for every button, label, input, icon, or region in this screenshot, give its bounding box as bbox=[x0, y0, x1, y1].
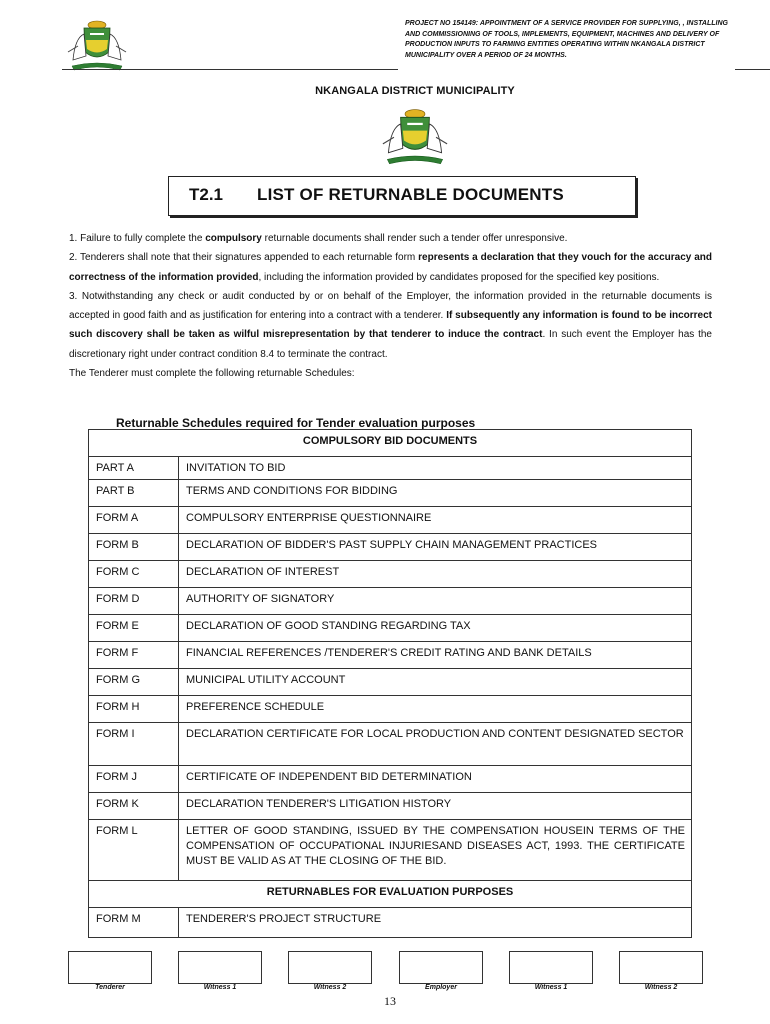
doc-code: FORM K bbox=[89, 793, 179, 820]
table-row bbox=[89, 457, 692, 480]
municipal-crest-icon bbox=[376, 104, 454, 166]
municipality-name: NKANGALA DISTRICT MUNICIPALITY bbox=[315, 85, 515, 97]
project-title: PROJECT NO 154149: APPOINTMENT OF A SERVICE PROVIDER FOR SUPPLYING, , INSTALLING AND COMMISSIONING OF TOOLS, IMPLEMENTS, EQUIPMENT, MACHINES AND DELIVERY OF PRODUCTION INPUTS TO FARMING ENTITIES OPERATING WITHIN NKANGALA DISTRICT MUNICIPALITY OVER A PERIOD OF 24 MONTHS. bbox=[405, 20, 728, 59]
table-row bbox=[89, 534, 692, 561]
header-rule bbox=[62, 69, 398, 70]
section-compulsory: COMPULSORY BID DOCUMENTS bbox=[89, 430, 692, 457]
table-row bbox=[89, 561, 692, 588]
doc-code: FORM A bbox=[89, 507, 179, 534]
signature-label: Witness 1 bbox=[203, 984, 237, 991]
signature-box-tenderer[interactable] bbox=[68, 951, 152, 984]
doc-code: PART B bbox=[89, 480, 179, 507]
doc-description: DECLARATION OF GOOD STANDING REGARDING TAX bbox=[179, 615, 692, 642]
doc-description: PREFERENCE SCHEDULE bbox=[179, 696, 692, 723]
signature-box-witness-2b[interactable] bbox=[619, 951, 703, 984]
doc-description: DECLARATION OF BIDDER'S PAST SUPPLY CHAIN MANAGEMENT PRACTICES bbox=[179, 534, 692, 561]
signature-box-employer[interactable] bbox=[399, 951, 483, 984]
header-rule-right bbox=[735, 69, 770, 70]
table-row bbox=[89, 696, 692, 723]
table-row bbox=[89, 793, 692, 820]
instructions bbox=[69, 229, 712, 383]
doc-code: FORM M bbox=[89, 908, 179, 938]
table-row bbox=[89, 588, 692, 615]
table-row bbox=[89, 480, 692, 507]
section-title-box bbox=[168, 176, 636, 216]
instruction-3: 3. Notwithstanding any check or audit conducted by or on behalf of the Employer, the information provided in the returnable documents is accepted in good faith and as justification for entering into a contract with a tenderer. If subsequently any information is found to be incorrect such discovery shall be taken as wilful misrepresentation by that tenderer to induce the contract. In such event the Employer has the discretionary right under contract condition 8.4 to terminate the contract. bbox=[69, 290, 712, 360]
signature-box-witness-1[interactable] bbox=[178, 951, 262, 984]
doc-code: FORM F bbox=[89, 642, 179, 669]
doc-description: MUNICIPAL UTILITY ACCOUNT bbox=[179, 669, 692, 696]
table-heading: Returnable Schedules required for Tender evaluation purposes bbox=[116, 416, 476, 430]
table-row bbox=[89, 507, 692, 534]
signature-box-witness-1b[interactable] bbox=[509, 951, 593, 984]
signature-label: Employer bbox=[425, 984, 457, 991]
table-row bbox=[89, 766, 692, 793]
doc-description: COMPULSORY ENTERPRISE QUESTIONNAIRE bbox=[179, 507, 692, 534]
doc-code: FORM J bbox=[89, 766, 179, 793]
municipal-crest-icon bbox=[62, 16, 132, 72]
doc-code: FORM C bbox=[89, 561, 179, 588]
section-evaluation: RETURNABLES FOR EVALUATION PURPOSES bbox=[89, 881, 692, 908]
table-section-row bbox=[89, 881, 692, 908]
page-number: 13 bbox=[384, 994, 396, 1008]
section-title: LIST OF RETURNABLE DOCUMENTS bbox=[257, 185, 564, 204]
doc-code: FORM I bbox=[89, 723, 179, 766]
signature-box-witness-2[interactable] bbox=[288, 951, 372, 984]
doc-description: INVITATION TO BID bbox=[179, 457, 692, 480]
instruction-2: 2. Tenderers shall note that their signatures appended to each returnable form represents a declaration that they vouch for the accuracy and correctness of the information provided, including the information provided by candidates proposed for the specified key positions. bbox=[69, 252, 713, 283]
doc-description: TERMS AND CONDITIONS FOR BIDDING bbox=[179, 480, 692, 507]
instruction-4: The Tenderer must complete the following returnable Schedules: bbox=[69, 368, 355, 380]
doc-code: PART A bbox=[89, 457, 179, 480]
doc-description: FINANCIAL REFERENCES /TENDERER'S CREDIT RATING AND BANK DETAILS bbox=[179, 642, 692, 669]
instruction-1: 1. Failure to fully complete the compulsory returnable documents shall render such a tender offer unresponsive. bbox=[69, 233, 568, 244]
doc-description: TENDERER'S PROJECT STRUCTURE bbox=[179, 908, 692, 938]
table-row bbox=[89, 669, 692, 696]
table-row bbox=[89, 642, 692, 669]
doc-description: DECLARATION TENDERER'S LITIGATION HISTORY bbox=[179, 793, 692, 820]
signature-label: Witness 2 bbox=[644, 984, 678, 991]
doc-code: FORM B bbox=[89, 534, 179, 561]
doc-description: CERTIFICATE OF INDEPENDENT BID DETERMINATION bbox=[179, 766, 692, 793]
returnable-documents-table bbox=[88, 429, 692, 938]
doc-code: FORM L bbox=[89, 820, 179, 881]
doc-description: AUTHORITY OF SIGNATORY bbox=[179, 588, 692, 615]
table-section-row bbox=[89, 430, 692, 457]
doc-code: FORM E bbox=[89, 615, 179, 642]
doc-code: FORM H bbox=[89, 696, 179, 723]
section-number: T2.1 bbox=[189, 185, 224, 204]
doc-description: DECLARATION OF INTEREST bbox=[179, 561, 692, 588]
doc-description: DECLARATION CERTIFICATE FOR LOCAL PRODUCTION AND CONTENT DESIGNATED SECTOR bbox=[179, 723, 692, 766]
doc-code: FORM G bbox=[89, 669, 179, 696]
signature-label: Witness 1 bbox=[534, 984, 568, 991]
doc-code: FORM D bbox=[89, 588, 179, 615]
table-row bbox=[89, 615, 692, 642]
table-row bbox=[89, 908, 692, 938]
signature-label: Witness 2 bbox=[313, 984, 347, 991]
table-row bbox=[89, 820, 692, 881]
table-row bbox=[89, 723, 692, 766]
signature-label: Tenderer bbox=[95, 984, 125, 991]
doc-description: LETTER OF GOOD STANDING, ISSUED BY THE COMPENSATION HOUSEIN TERMS OF THE COMPENSATION OF OCCUPATIONAL INJURIESAND DISEASES ACT, 1993. THE CERTIFICATE MUST BE VALID AS AT THE CLOSING OF THE BID. bbox=[179, 820, 692, 881]
